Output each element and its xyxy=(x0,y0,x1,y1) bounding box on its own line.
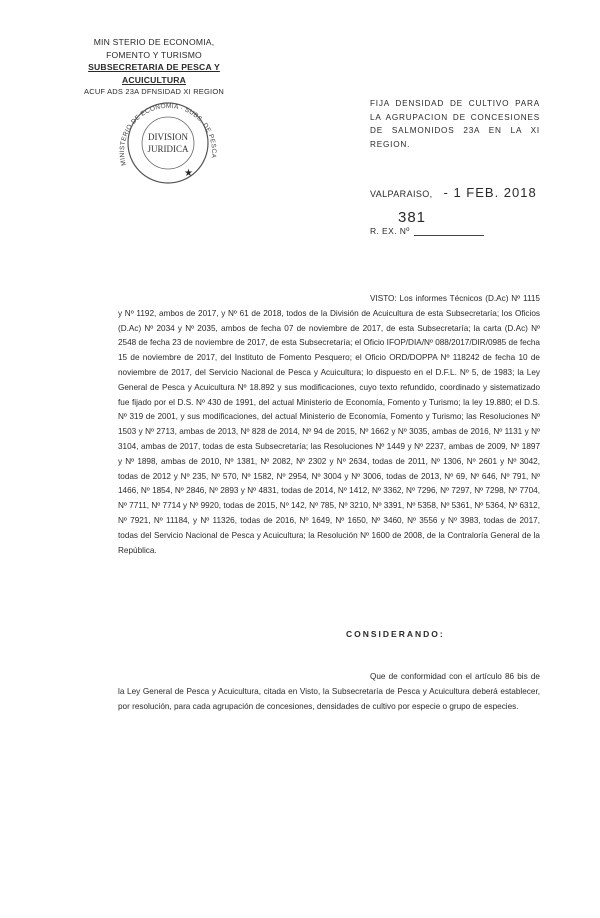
letterhead xyxy=(64,36,244,99)
star-icon: ★ xyxy=(184,168,193,179)
reference-line: ACUF ADS 23A DFNSIDAD XI REGION xyxy=(84,87,224,96)
stamp-ring-text: MINISTERIO DE ECONOMIA · SUBS. DE PESCA xyxy=(118,102,218,167)
ministry-line-1: MIN STERIO DE ECONOMIA, xyxy=(93,37,215,47)
resolution-number: 381 xyxy=(398,209,427,226)
resolution-label xyxy=(370,226,484,236)
stamp-center-line-2: JURIDICA xyxy=(147,144,189,154)
ministry-line-2: FOMENTO Y TURISMO xyxy=(106,49,202,60)
considerando-paragraph: Que de conformidad con el artículo 86 bis de la Ley General de Pesca y Acuicultura, citada en Visto, la Subsecretaría de Pesca y Acuicultura deberá establecer, por resolución, para cada agrupación de concesiones, densidades de cultivo por especie o grupo de especies. xyxy=(118,672,540,711)
resolution-subject: FIJA DENSIDAD DE CULTIVO PARA LA AGRUPACION DE CONCESIONES DE SALMONIDOS 23A EN LA XI REGION. xyxy=(370,99,540,149)
division-juridica-stamp xyxy=(108,95,228,185)
rex-underline xyxy=(414,235,484,236)
rex-label: R. EX. Nº xyxy=(370,226,410,236)
visto-paragraph: VISTO: Los informes Técnicos (D.Ac) Nº 1115 y Nº 1192, ambos de 2017, y Nº 61 de 2018, todos de la División de Acuicultura de esta Subsecretaría; los Oficios (D.Ac) Nº 2034 y Nº 2035, ambos de fecha 07 de noviembre de 2017, de esta Subsecretaría; la carta (D.Ac) Nº 2548 de fecha 23 de noviembre de 2017, de esta Subsecretaría; el Oficio IFOP/DIA/Nº 088/2017/DIR/0985 de fecha 15 de noviembre de 2017, del Instituto de Fomento Pesquero; el Oficio ORD/DOPPA Nº 118242 de fecha 10 de noviembre de 2017, del Servicio Nacional de Pesca y Acuicultura; lo dispuesto en el D.F.L. Nº 5, de 1983; la Ley General de Pesca y Acuicultura Nº 18.892 y sus modificaciones, cuyo texto refundido, coordinado y sistematizado fue fijado por el D.S. Nº 430 de 1991, del actual Ministerio de Economía, Fomento y Turismo; la ley 19.880; el D.S. Nº 319 de 2001, y sus modificaciones, del actual Ministerio de Economía, Fomento y Turismo; las Resoluciones Nº 1503 y Nº 2713, ambas de 2013, Nº 828 de 2014, Nº 94 de 2015, Nº 1662 y Nº 3035, ambas de 2016, Nº 1131 y Nº 3104, ambas de 2017, todas de esta Subsecretaría; las Resoluciones Nº 1449 y Nº 2237, ambas de 2009, Nº 1897 y Nº 1898, ambas de 2010, Nº 1381, Nº 2082, Nº 2302 y Nº 2634, todas de 2011, Nº 1306, Nº 2601 y Nº 3042, todas de 2012 y Nº 235, Nº 570, Nº 1582, Nº 2954, Nº 3004 y Nº 3006, todas de 2013, Nº 69, Nº 646, Nº 791, Nº 1466, Nº 1854, Nº 2846, Nº 2893 y Nº 4831, todas de 2014, Nº 1412, Nº 3362, Nº 7296, Nº 7297, Nº 7298, Nº 7704, Nº 7711, Nº 7714 y Nº 9920, todas de 2015, Nº 142, Nº 785, Nº 3210, Nº 3391, Nº 5358, Nº 5361, Nº 5364, Nº 6312, Nº 7921, Nº 11184, y Nº 11326, todas de 2016, Nº 1649, Nº 1650, Nº 3460, Nº 3556 y Nº 3983, todas de 2017, todas del Servicio Nacional de Pesca y Acuicultura; la Resolución Nº 1600 de 2008, de la Contraloría General de la República. xyxy=(118,294,540,555)
stamp-center-line-1: DIVISION xyxy=(148,132,188,142)
considerando-heading: CONSIDERANDO: xyxy=(346,629,445,639)
date-stamp: - 1 FEB. 2018 xyxy=(443,185,537,200)
subsecretaria-line: SUBSECRETARIA DE PESCA Y ACUICULTURA xyxy=(88,62,220,85)
place: VALPARAISO, xyxy=(370,189,433,199)
place-and-date xyxy=(370,185,537,200)
